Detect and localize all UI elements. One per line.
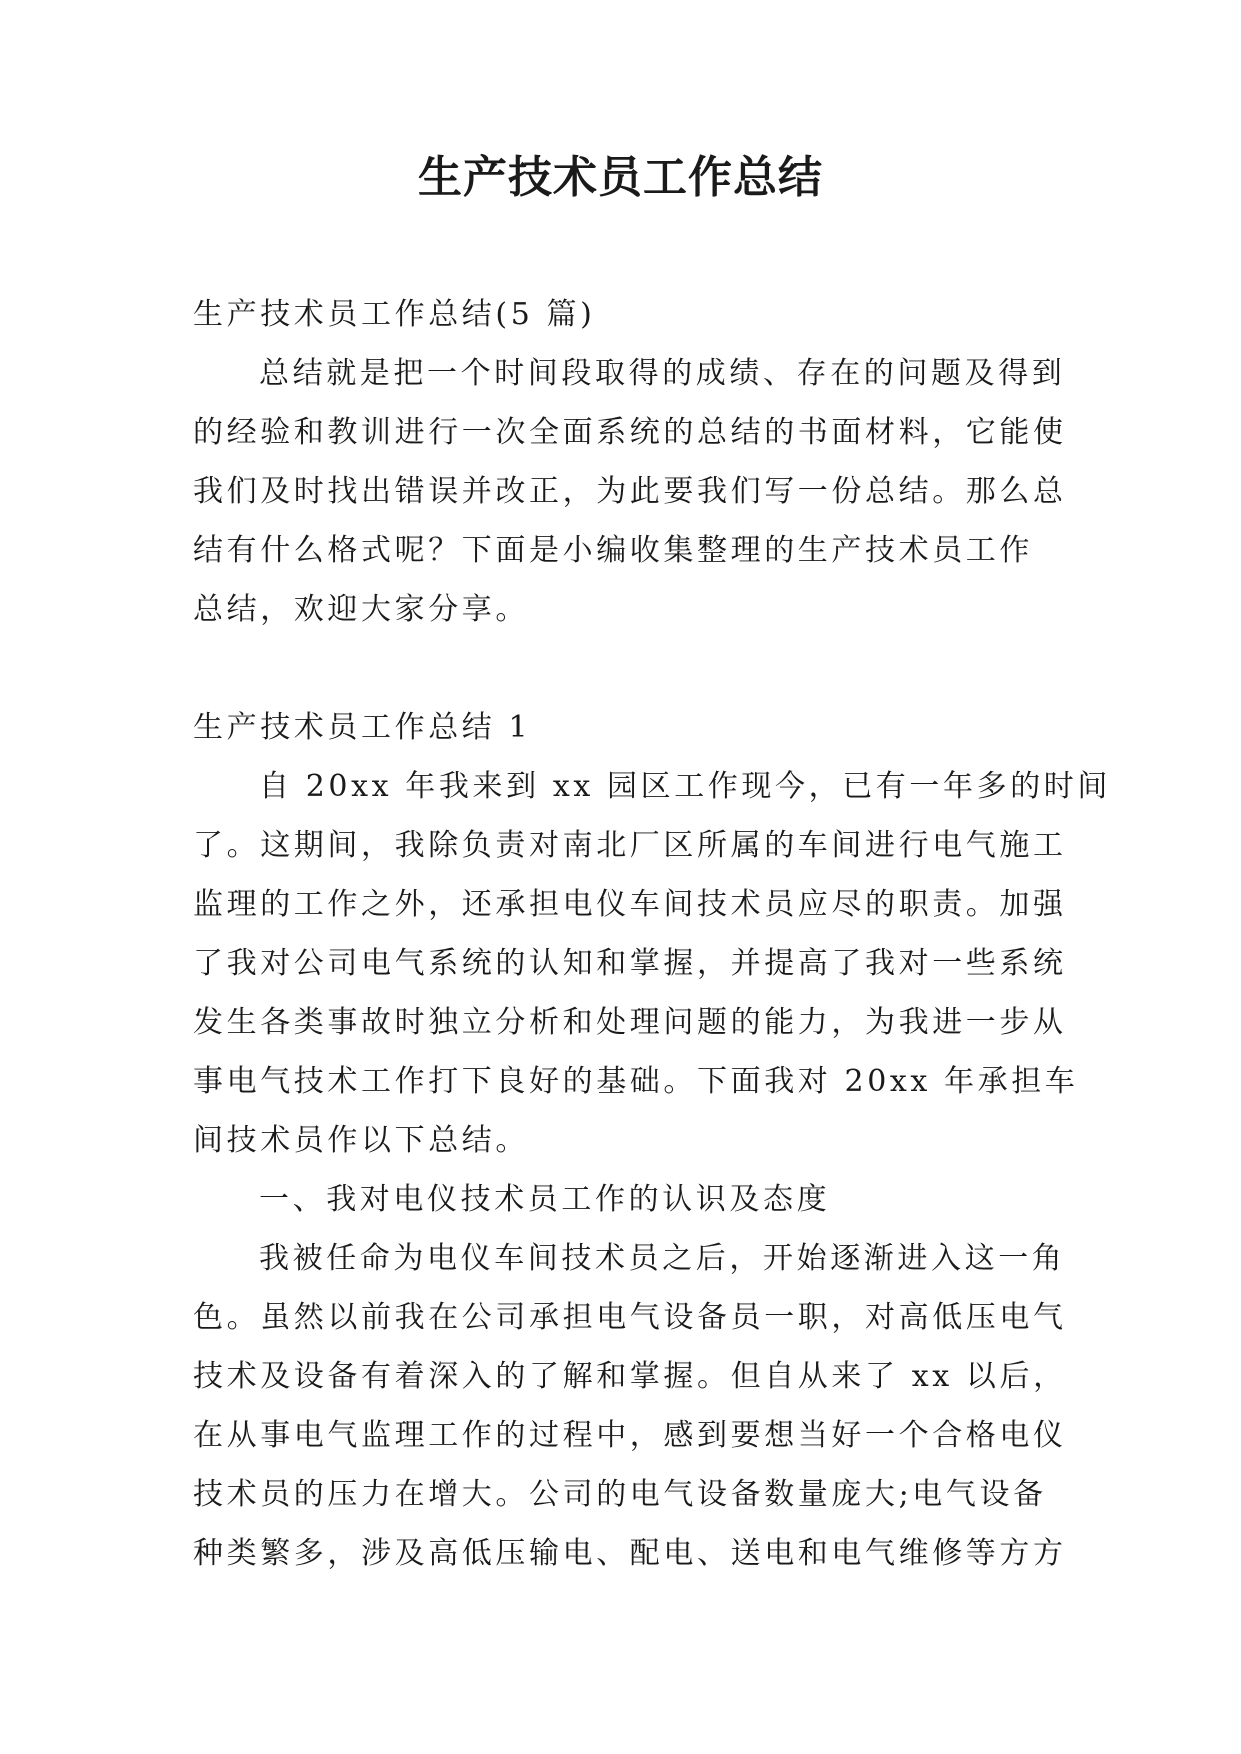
blank-line [193, 639, 1059, 698]
paragraph-line: 我被任命为电仪车间技术员之后，开始逐渐进入这一角 [259, 1241, 1066, 1276]
paragraph-line: 种类繁多，涉及高低压输电、配电、送电和电气维修等方方 [193, 1536, 1067, 1571]
paragraph-line: 技术及设备有着深入的了解和掌握。但自从来了 xx 以后， [193, 1359, 1067, 1394]
section-heading: 生产技术员工作总结 1 [193, 710, 532, 745]
document-title: 生产技术员工作总结 [418, 152, 823, 203]
document-subtitle: 生产技术员工作总结(5 篇) [193, 297, 596, 332]
paragraph-line: 发生各类事故时独立分析和处理问题的能力，为我进一步从 [193, 1005, 1067, 1040]
paragraph-line: 监理的工作之外，还承担电仪车间技术员应尽的职责。加强 [193, 887, 1067, 922]
paragraph-line: 了。这期间，我除负责对南北厂区所属的车间进行电气施工 [193, 828, 1067, 863]
intro-line: 总结，欢迎大家分享。 [193, 592, 529, 627]
paragraph-line: 在从事电气监理工作的过程中，感到要想当好一个合格电仪 [193, 1418, 1067, 1453]
subsection-heading: 一、我对电仪技术员工作的认识及态度 [259, 1182, 831, 1217]
paragraph-line: 事电气技术工作打下良好的基础。下面我对 20xx 年承担车 [193, 1064, 1079, 1099]
document-body [193, 285, 1111, 1583]
paragraph-line: 间技术员作以下总结。 [193, 1123, 529, 1158]
intro-line: 的经验和教训进行一次全面系统的总结的书面材料，它能使 [193, 415, 1067, 450]
intro-line: 结有什么格式呢？下面是小编收集整理的生产技术员工作 [193, 533, 1033, 568]
intro-line: 总结就是把一个时间段取得的成绩、存在的问题及得到 [259, 356, 1066, 391]
paragraph-line: 了我对公司电气系统的认知和掌握，并提高了我对一些系统 [193, 946, 1067, 981]
paragraph-line: 技术员的压力在增大。公司的电气设备数量庞大;电气设备 [193, 1477, 1047, 1512]
paragraph-line: 自 20xx 年我来到 xx 园区工作现今，已有一年多的时间 [259, 769, 1111, 804]
paragraph-line: 色。虽然以前我在公司承担电气设备员一职，对高低压电气 [193, 1300, 1067, 1335]
intro-line: 我们及时找出错误并改正，为此要我们写一份总结。那么总 [193, 474, 1067, 509]
